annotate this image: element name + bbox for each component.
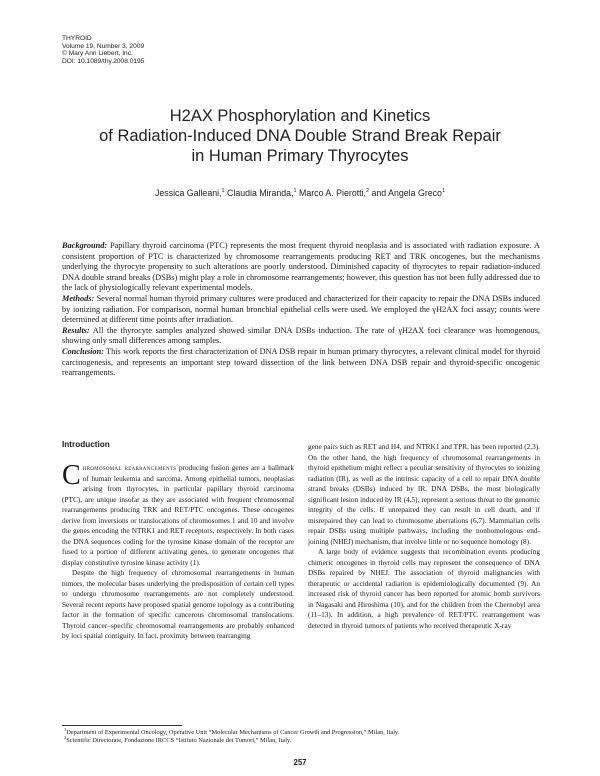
footnotes (64, 726, 544, 745)
footnote-mark: 1 (64, 726, 67, 732)
section-heading-introduction: Introduction (62, 440, 110, 449)
body-column-left (62, 440, 294, 642)
intro-paragraph-2: Despite the high frequency of chromosomal rearrangements in human tumors, the molecular bases underlying the predisposition of certain cell types to undergo chromosome rearrangements are not completely understood. Several recent reports have proposed spatial genome topology as a contributing factor in the formation of specific cancerous chromosomal translocations. Thyroid cancer–specific chromosomal rearrangements are probably enhanced by loci spatial contiguity. In fact, proximity between rearranging (62, 568, 294, 640)
journal-volume: Volume 19, Number 3, 2009 (62, 42, 145, 50)
author-affiliation-mark: 1 (441, 188, 445, 195)
intro-paragraph-1-text: producing fusion genes are a hallmark of human leukemia and sarcoma. Among epithelial tumors, neoplasias arising from thyrocytes, in particular papillary thyroid carcinoma (PTC), are unique insofar as they are associated with frequent chromosomal rearrangements producing TRK and RET/PTC oncogenes. These oncogenes derive from inversions or translocations of chromosomes 1 and 10 and involve the genes encoding the NTRK1 and RET receptors, respectively. In both cases the DNA sequences coding for the tyrosine kinase domain of the receptor are fused to a portion of different activating genes, to generate oncogenes that display constitutive tyrosine kinase activity (1). (62, 463, 295, 567)
footnote-divider (62, 725, 182, 726)
abstract-results (62, 326, 540, 347)
intro-paragraph-1 (62, 460, 295, 568)
footnote-2 (64, 734, 544, 745)
footnote-1 (64, 726, 544, 737)
abstract-background-text: Papillary thyroid carcinoma (PTC) represents the most frequent thyroid neoplasia and is associated with radiation exposure. A consistent proportion of PTC is characterized by chromosome rearrangements producing RET and TRK oncogenes, but the mechanisms underlying the thyrocyte propensity to such alterations are poorly understood. Diminished capacity of thyrocytes to repair radiation-induced DNA double strand breaks (DSBs) might play a role in chromosome rearrangements; however, this question has not been fully addressed due to the lack of physiologically relevant experimental models. (62, 241, 541, 293)
author-name: and Angela Greco (369, 188, 442, 198)
abstract-methods (62, 294, 540, 326)
journal-doi: DOI: 10.1089/thy.2008.0195 (62, 57, 145, 65)
abstract-results-text: All the thyrocyte samples analyzed showed similar DNA DSBs induction. The rate of γH2AX foci clearance was homogenous, showing only small differences among samples. (62, 325, 540, 346)
journal-name: THYROID (62, 35, 92, 42)
author-name: Claudia Miranda, (224, 188, 294, 198)
author-name: Jessica Galleani, (155, 188, 222, 198)
intro-paragraph-4: A large body of evidence suggests that recombination events producing chimeric oncogenes in thyroid cells may represent the consequence of DNA DSBs repaired by NHEJ. The association of thyroid malignancies with therapeutic or accidental radiation is epidemiologically documented (9). An increased risk of thyroid cancer has been reported for atomic bomb survivors in Nagasaki and Hiroshima (10), and for the children from the Chernobyl area (11–13). In addition, a high prevalence of RET/PTC rearrangement was detected in thyroid tumors of patients who received therapeutic X-ray (308, 547, 540, 630)
drop-cap: C (62, 460, 81, 491)
abstract-methods-text: Several normal human thyroid primary cultures were produced and characterized for their capacity to repair the DNA DSBs induced by ionizing radiation. For comparison, normal human bronchial epithelial cells were used. We employed the γH2AX foci assay; counts were determined at different time points after irradiation. (62, 293, 540, 325)
title-line-1: H2AX Phosphorylation and Kinetics (169, 107, 431, 125)
abstract-results-label: Results: (62, 325, 90, 335)
abstract-conclusion-text: This work reports the first characterization of DNA DSB repair in human primary thyrocytes, a relevant clinical model for thyroid carcinogenesis, and represents an important step toward dissection of the link between DNA DSB repair and thyroid-specific oncogenic rearrangements. (62, 346, 540, 378)
footnote-text: Scientific Directorate, Fondazione IRCCS “Istituto Nazionale dei Tumori,” Milan, Italy. (66, 737, 292, 744)
journal-copyright: © Mary Ann Liebert, Inc. (62, 50, 133, 58)
title-line-3: in Human Primary Thyrocytes (191, 147, 409, 165)
abstract-background-label: Background: (62, 241, 108, 250)
author-affiliation-mark: 1 (293, 188, 297, 195)
author-affiliation-mark: 1 (221, 188, 225, 195)
body-column-right (308, 442, 540, 631)
article-title (60, 106, 540, 166)
footnote-text: Department of Experimental Oncology, Operative Unit “Molecular Mechanisms of Cancer Growth and Progression,” Milan, Italy. (66, 729, 400, 736)
abstract (62, 241, 540, 379)
intro-paragraph-3: gene pairs such as RET and H4, and NTRK1 and TPR, has been reported (2,3). On the other hand, the high frequency of chromosomal rearrangements in thyroid epithelium might reflect a peculiar sensitivity of thyrocytes to ionizing radiation (IR), as well as the intrinsic capacity of a cell to repair DNA double strand breaks (DSBs) induced by IR. DNA DSBs, the most biologically significant lesion induced by IR (4,5), represent a serious threat to the genomic integrity of the cells. If unrepaired they can result in cell death, and if misrepaired they can lead to chromosome aberrations (6,7). Mammalian cells repair DSBs using multiple pathways, including the nonhomologous end-joining (NHEJ) mechanism, that involve little or no sequence homology (8). (308, 442, 540, 546)
abstract-conclusion-label: Conclusion: (62, 346, 104, 356)
abstract-background (62, 241, 540, 294)
author-name: Marco A. Pierotti, (296, 188, 366, 198)
title-line-2: of Radiation-Induced DNA Double Strand Break Repair (99, 127, 501, 145)
author-list (60, 188, 540, 198)
author-affiliation-mark: 2 (366, 188, 370, 195)
abstract-methods-label: Methods: (62, 293, 95, 303)
footnote-mark: 2 (64, 734, 67, 740)
journal-info (62, 35, 144, 65)
abstract-conclusion (62, 347, 540, 379)
intro-lead-words: hromosomal rearrangements (82, 463, 177, 472)
page-number: 257 (293, 758, 307, 767)
